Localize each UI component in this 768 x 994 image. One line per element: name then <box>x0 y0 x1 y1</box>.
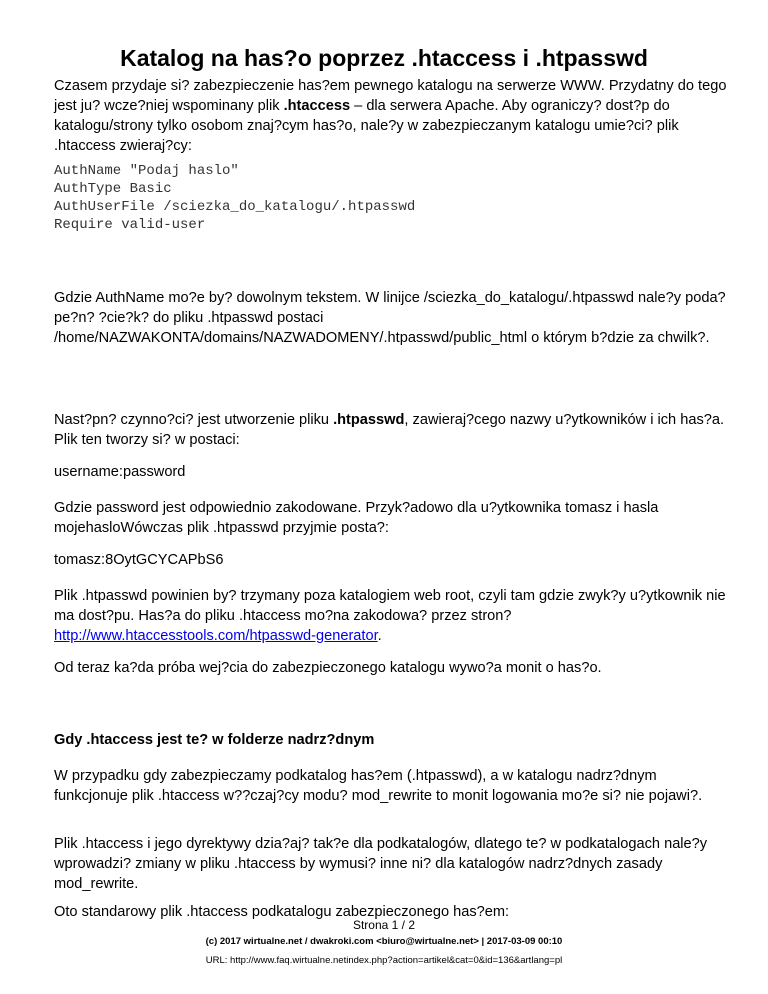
footer-url: URL: http://www.faq.wirtualne.netindex.php?action=artikel&cat=0&id=136&artlang=pl <box>205 955 563 966</box>
prompt-paragraph: Od teraz ka?da próba wej?cia do zabezpieczonego katalogu wywo?a monit o has?o. <box>54 660 602 676</box>
footer-copyright: (c) 2017 wirtualne.net / dwakroki.com <biuro@wirtualne.net> | 2017-03-09 00:10 <box>205 936 563 947</box>
intro-text-1: Czasem przydaje si? zabezpieczenie has?em pewnego katalogu na serwerze WWW. Przydatny do tego jest ju? wcze?niej wspominany plik <box>54 78 727 114</box>
webroot-paragraph <box>54 586 734 646</box>
code-line: Require valid-user <box>54 217 206 233</box>
webroot-text: Plik .htpasswd powinien by? trzymany poza katalogiem web root, czyli tam gdzie zwyk?y u?ytkownik nie ma dost?pu. Has?a do pliku .htaccess mo?na zakodowa? przez stron? <box>54 588 726 624</box>
page-title: Katalog na has?o poprzez .htaccess i .htpasswd <box>120 45 648 71</box>
code-line: AuthType Basic <box>54 181 172 197</box>
footer-page-number: Strona 1 / 2 <box>352 918 416 932</box>
directives-paragraph: Plik .htaccess i jego dyrektywy dzia?aj? tak?e dla podkatalogów, dlatego te? w podkatalogach nale?y wprowadzi? zmiany w pliku .htaccess by wymusi? inne ni? dla katalogów nadrz?dnych zasady mod_rewrite. <box>54 836 708 892</box>
hash-example: tomasz:8OytGCYCAPbS6 <box>54 552 224 568</box>
intro-bold: .htaccess <box>283 98 351 114</box>
standard-file-paragraph: Oto standarowy plik .htaccess podkatalogu zabezpieczonego has?em: <box>54 904 510 920</box>
intro-paragraph <box>54 76 734 156</box>
htpasswd-paragraph <box>54 410 734 450</box>
username-example: username:password <box>54 464 186 480</box>
webroot-after: . <box>377 628 382 644</box>
code-line: AuthUserFile /sciezka_do_katalogu/.htpasswd <box>54 199 416 215</box>
parent-htaccess-paragraph: W przypadku gdy zabezpieczamy podkatalog has?em (.htpasswd), a w katalogu nadrz?dnym funkcjonuje plik .htaccess w??czaj?cy modu? mod_rewrite to monit logowania mo?e si? nie pojawi?. <box>54 768 703 804</box>
htpasswd-text-2: , zawieraj?cego nazwy u?ytkowników i ich has?a. Plik ten tworzy si? w postaci: <box>54 412 725 448</box>
encoded-paragraph: Gdzie password jest odpowiednio zakodowane. Przyk?adowo dla u?ytkownika tomasz i hasla mojehasloWówczas plik .htpasswd przyjmie posta?: <box>54 500 659 536</box>
htpasswd-text-1: Nast?pn? czynno?ci? jest utworzenie pliku <box>54 412 334 428</box>
code-block-authconfig <box>54 162 415 234</box>
code-line: AuthName "Podaj haslo" <box>54 163 239 179</box>
intro-text-2: – dla serwera Apache. Aby ograniczy? dost?p do katalogu/strony tylko osobom znaj?cym has?o, nale?y w zabezpieczanym katalogu umie?ci? plik .htaccess zwieraj?cy: <box>54 98 679 154</box>
section-heading: Gdy .htaccess jest te? w folderze nadrz?dnym <box>54 732 375 748</box>
htpasswd-bold: .htpasswd <box>333 412 405 428</box>
authname-paragraph: Gdzie AuthName mo?e by? dowolnym tekstem. W linijce /sciezka_do_katalogu/.htpasswd nale?y poda? pe?n? ?cie?k? do pliku .htpasswd postaci /home/NAZWAKONTA/domains/NAZWADOMENY/.htpasswd/public_html o którym b?dzie za chwilk?. <box>54 290 726 346</box>
htpasswd-generator-link[interactable]: http://www.htaccesstools.com/htpasswd-generator <box>54 628 378 644</box>
